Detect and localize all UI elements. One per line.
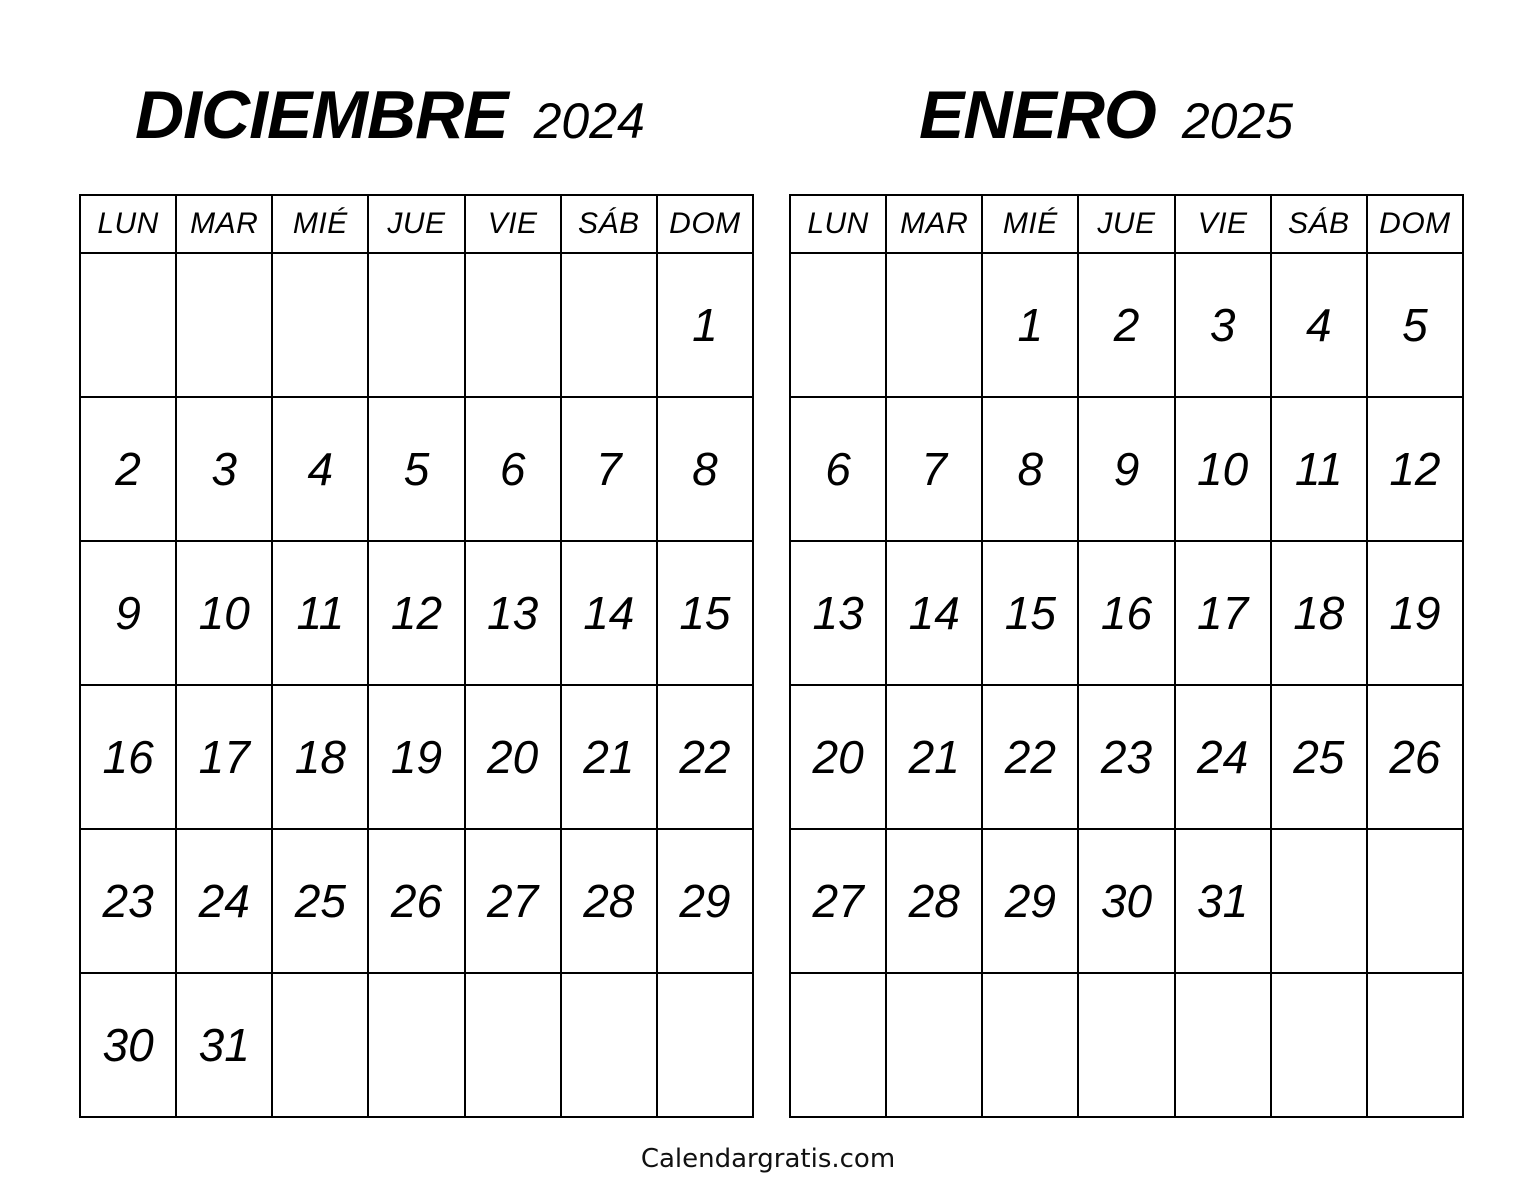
day-cell: 25 (272, 829, 368, 973)
day-cell: 15 (657, 541, 753, 685)
day-cell: 1 (982, 253, 1078, 397)
week-row (790, 397, 1463, 541)
day-cell: 9 (80, 541, 176, 685)
day-cell: 21 (886, 685, 982, 829)
calendar-grid-december (79, 194, 754, 1118)
weekday-label: JUE (368, 195, 464, 253)
day-cell: 11 (1271, 397, 1367, 541)
week-row (790, 253, 1463, 397)
week-row (790, 829, 1463, 973)
day-cell: 22 (982, 685, 1078, 829)
day-cell: 17 (1175, 541, 1271, 685)
day-cell (1271, 829, 1367, 973)
day-cell: 31 (1175, 829, 1271, 973)
weekday-label: DOM (1367, 195, 1463, 253)
day-cell: 19 (1367, 541, 1463, 685)
day-cell: 27 (790, 829, 886, 973)
day-cell: 17 (176, 685, 272, 829)
weekday-label: MIÉ (982, 195, 1078, 253)
weekday-label: JUE (1078, 195, 1174, 253)
day-cell: 30 (80, 973, 176, 1117)
day-cell: 16 (80, 685, 176, 829)
day-cell (561, 973, 657, 1117)
month-name: ENERO (919, 77, 1156, 153)
weekday-label: VIE (465, 195, 561, 253)
weekday-header-row (80, 195, 753, 253)
day-cell: 23 (80, 829, 176, 973)
day-cell: 21 (561, 685, 657, 829)
day-cell: 18 (1271, 541, 1367, 685)
day-cell: 5 (1367, 253, 1463, 397)
week-row (80, 829, 753, 973)
week-row (790, 541, 1463, 685)
day-cell: 13 (465, 541, 561, 685)
day-cell: 6 (790, 397, 886, 541)
day-cell: 10 (1175, 397, 1271, 541)
day-cell: 10 (176, 541, 272, 685)
day-cell: 1 (657, 253, 753, 397)
calendar-grid-january (789, 194, 1464, 1118)
day-cell (1175, 973, 1271, 1117)
day-cell (368, 973, 464, 1117)
footer-site-name: Calendargratis.com (640, 1144, 896, 1174)
month-name: DICIEMBRE (135, 77, 508, 153)
weekday-label: VIE (1175, 195, 1271, 253)
month-title-december (135, 76, 645, 156)
day-cell: 22 (657, 685, 753, 829)
day-cell: 18 (272, 685, 368, 829)
week-row (790, 685, 1463, 829)
weekday-label: LUN (80, 195, 176, 253)
day-cell: 3 (1175, 253, 1271, 397)
day-cell (465, 973, 561, 1117)
day-cell: 19 (368, 685, 464, 829)
day-cell: 29 (982, 829, 1078, 973)
weekday-header-row (790, 195, 1463, 253)
weekday-label: SÁB (1271, 195, 1367, 253)
day-cell: 25 (1271, 685, 1367, 829)
week-row (80, 973, 753, 1117)
day-cell: 9 (1078, 397, 1174, 541)
day-cell: 12 (1367, 397, 1463, 541)
day-cell (1367, 829, 1463, 973)
weekday-label: MAR (176, 195, 272, 253)
day-cell (465, 253, 561, 397)
day-cell: 13 (790, 541, 886, 685)
day-cell (368, 253, 464, 397)
day-cell (80, 253, 176, 397)
day-cell: 6 (465, 397, 561, 541)
day-cell: 27 (465, 829, 561, 973)
day-cell (886, 253, 982, 397)
week-row (790, 973, 1463, 1117)
day-cell: 14 (886, 541, 982, 685)
week-row (80, 397, 753, 541)
day-cell: 31 (176, 973, 272, 1117)
day-cell: 20 (465, 685, 561, 829)
day-cell (176, 253, 272, 397)
day-cell: 8 (982, 397, 1078, 541)
day-cell (561, 253, 657, 397)
week-row (80, 541, 753, 685)
day-cell: 26 (368, 829, 464, 973)
week-row (80, 253, 753, 397)
day-cell: 7 (886, 397, 982, 541)
day-cell: 5 (368, 397, 464, 541)
day-cell (790, 253, 886, 397)
day-cell: 30 (1078, 829, 1174, 973)
day-cell (1271, 973, 1367, 1117)
day-cell: 24 (1175, 685, 1271, 829)
day-cell (886, 973, 982, 1117)
month-year: 2025 (1181, 93, 1294, 149)
weekday-label: DOM (657, 195, 753, 253)
day-cell: 11 (272, 541, 368, 685)
day-cell: 28 (561, 829, 657, 973)
day-cell: 24 (176, 829, 272, 973)
day-cell: 12 (368, 541, 464, 685)
weekday-label: SÁB (561, 195, 657, 253)
day-cell: 23 (1078, 685, 1174, 829)
day-cell: 3 (176, 397, 272, 541)
day-cell (1367, 973, 1463, 1117)
day-cell: 2 (80, 397, 176, 541)
day-cell: 4 (272, 397, 368, 541)
day-cell: 20 (790, 685, 886, 829)
day-cell: 26 (1367, 685, 1463, 829)
day-cell (1078, 973, 1174, 1117)
day-cell (272, 973, 368, 1117)
month-title-january (919, 76, 1293, 156)
day-cell (657, 973, 753, 1117)
day-cell (982, 973, 1078, 1117)
day-cell: 7 (561, 397, 657, 541)
week-row (80, 685, 753, 829)
day-cell (272, 253, 368, 397)
day-cell: 16 (1078, 541, 1174, 685)
day-cell: 14 (561, 541, 657, 685)
day-cell: 2 (1078, 253, 1174, 397)
month-year: 2024 (533, 93, 645, 149)
day-cell: 4 (1271, 253, 1367, 397)
weekday-label: MAR (886, 195, 982, 253)
weekday-label: LUN (790, 195, 886, 253)
day-cell: 15 (982, 541, 1078, 685)
weekday-label: MIÉ (272, 195, 368, 253)
day-cell: 28 (886, 829, 982, 973)
day-cell: 29 (657, 829, 753, 973)
day-cell (790, 973, 886, 1117)
day-cell: 8 (657, 397, 753, 541)
